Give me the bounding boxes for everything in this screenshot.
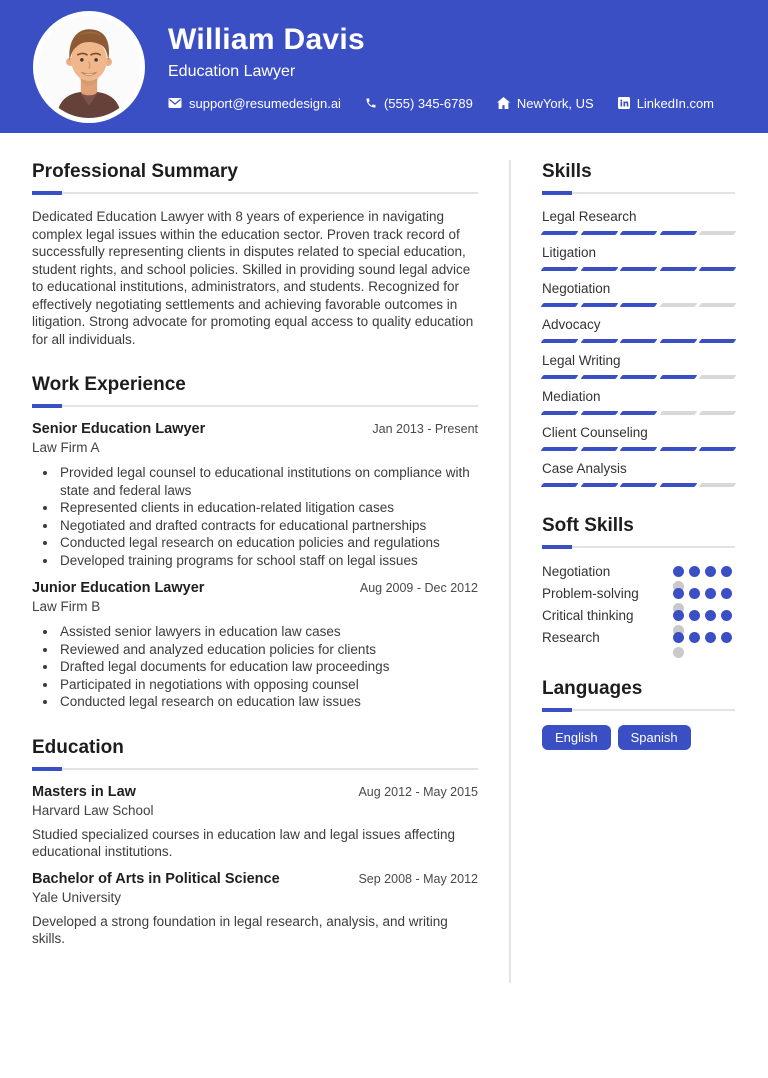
soft-skill-name: Problem-solving bbox=[542, 586, 639, 601]
skill-name: Case Analysis bbox=[542, 461, 627, 476]
job-bullet-list bbox=[32, 623, 478, 711]
experience-section bbox=[32, 373, 478, 711]
skill-bar-segment bbox=[541, 231, 578, 235]
person-name: William Davis bbox=[168, 22, 366, 56]
skill-bar-segment bbox=[541, 411, 578, 415]
email-icon bbox=[168, 97, 182, 109]
soft-skill-dot bbox=[673, 647, 684, 658]
skill-bar-segment bbox=[699, 483, 736, 487]
avatar bbox=[33, 11, 145, 123]
skill-name: Litigation bbox=[542, 245, 597, 260]
job-company: Law Firm B bbox=[32, 599, 101, 614]
skill-bar-segment bbox=[659, 375, 696, 379]
soft-skill-dot bbox=[721, 632, 732, 643]
soft-skill-dot bbox=[705, 566, 716, 577]
degree-header bbox=[32, 871, 478, 887]
degree-header bbox=[32, 784, 478, 800]
resume-body bbox=[0, 133, 768, 983]
language-badge: Spanish bbox=[618, 725, 691, 750]
skills-section bbox=[542, 160, 735, 487]
skill-bar-segment bbox=[699, 303, 736, 307]
person-job-title: Education Lawyer bbox=[168, 62, 296, 80]
skill-item bbox=[542, 388, 735, 415]
soft-skill-dot bbox=[705, 632, 716, 643]
portrait-illustration bbox=[38, 16, 140, 118]
degree-dates: Sep 2008 - May 2012 bbox=[358, 871, 478, 886]
skill-bar-segment bbox=[699, 375, 736, 379]
skill-bar-segment bbox=[659, 267, 696, 271]
contact-linkedin[interactable] bbox=[618, 96, 714, 111]
resume-header bbox=[0, 0, 768, 133]
soft-skill-list bbox=[542, 562, 735, 650]
skill-bar-segment bbox=[699, 267, 736, 271]
skill-name: Legal Writing bbox=[542, 353, 621, 368]
skill-list bbox=[542, 208, 735, 487]
skill-bar bbox=[542, 375, 735, 379]
skill-bar-segment bbox=[620, 267, 657, 271]
job-item bbox=[32, 421, 478, 569]
degree-title: Masters in Law bbox=[32, 783, 136, 800]
home-icon bbox=[497, 97, 510, 109]
skill-bar-segment bbox=[659, 411, 696, 415]
skill-bar-segment bbox=[659, 303, 696, 307]
job-bullet: • Represented clients in education-related litigation cases bbox=[58, 499, 478, 517]
skill-bar-segment bbox=[659, 447, 696, 451]
skill-bar-segment bbox=[620, 483, 657, 487]
linkedin-icon bbox=[618, 97, 630, 109]
skill-bar bbox=[542, 483, 735, 487]
soft-skill-item bbox=[542, 562, 735, 584]
contact-text: NewYork, US bbox=[516, 95, 594, 111]
soft-skill-dot bbox=[689, 588, 700, 599]
soft-skill-dots bbox=[673, 566, 735, 578]
main-column bbox=[32, 160, 478, 983]
skill-bar-segment bbox=[580, 339, 617, 343]
degree-list bbox=[32, 784, 478, 947]
job-dates: Aug 2009 - Dec 2012 bbox=[359, 581, 478, 595]
job-title: Senior Education Lawyer bbox=[32, 421, 206, 437]
soft-skill-dot bbox=[689, 610, 700, 621]
skill-name: Negotiation bbox=[542, 281, 611, 296]
soft-skill-dots bbox=[673, 632, 735, 644]
job-header bbox=[32, 580, 478, 596]
job-company: Law Firm A bbox=[32, 440, 100, 455]
soft-skill-dot bbox=[705, 588, 716, 599]
contact-text: (555) 345-6789 bbox=[383, 95, 473, 111]
contact-row bbox=[168, 96, 714, 111]
skill-bar bbox=[542, 303, 735, 307]
soft-skill-dot bbox=[721, 566, 732, 577]
contact-text: LinkedIn.com bbox=[636, 95, 715, 111]
job-bullet: • Conducted legal research on education law issues bbox=[58, 693, 478, 711]
job-dates: Jan 2013 - Present bbox=[372, 422, 478, 436]
skill-bar-segment bbox=[541, 339, 578, 343]
sidebar-column bbox=[542, 160, 735, 983]
section-rule bbox=[542, 708, 735, 712]
job-bullet-list bbox=[32, 464, 478, 569]
skill-bar-segment bbox=[659, 231, 696, 235]
contact-home[interactable] bbox=[497, 96, 594, 111]
skill-bar-segment bbox=[620, 303, 657, 307]
skill-bar-segment bbox=[580, 231, 617, 235]
languages-section bbox=[542, 677, 735, 750]
skill-item bbox=[542, 316, 735, 343]
skill-bar-segment bbox=[620, 375, 657, 379]
soft-skill-dot bbox=[689, 632, 700, 643]
job-bullet: • Provided legal counsel to educational institutions on compliance with state and federal laws bbox=[58, 464, 478, 499]
skill-bar-segment bbox=[541, 447, 578, 451]
job-item bbox=[32, 580, 478, 711]
soft-skill-item bbox=[542, 584, 735, 606]
degree-item bbox=[32, 784, 478, 860]
contact-text: support@resumedesign.ai bbox=[189, 95, 341, 111]
skill-name: Mediation bbox=[542, 389, 601, 404]
skill-item bbox=[542, 424, 735, 451]
skill-bar-segment bbox=[620, 411, 657, 415]
summary-section bbox=[32, 160, 478, 348]
skill-bar-segment bbox=[580, 375, 617, 379]
soft-skill-dot bbox=[721, 588, 732, 599]
degree-description: Developed a strong foundation in legal research, analysis, and writing skills. bbox=[32, 913, 448, 946]
skill-bar bbox=[542, 447, 735, 451]
job-bullet: • Conducted legal research on education policies and regulations bbox=[58, 534, 478, 552]
soft-skills-heading: Soft Skills bbox=[542, 515, 634, 536]
degree-dates: Aug 2012 - May 2015 bbox=[358, 784, 478, 799]
skill-bar bbox=[542, 339, 735, 343]
skill-name: Legal Research bbox=[542, 209, 637, 224]
soft-skill-item bbox=[542, 628, 735, 650]
skill-item bbox=[542, 244, 735, 271]
soft-skill-dot bbox=[673, 566, 684, 577]
skill-bar-segment bbox=[541, 303, 578, 307]
skills-heading: Skills bbox=[542, 161, 592, 182]
skill-bar-segment bbox=[620, 339, 657, 343]
skill-bar-segment bbox=[659, 483, 696, 487]
job-bullet: • Assisted senior lawyers in education law cases bbox=[58, 623, 478, 641]
skill-bar-segment bbox=[580, 483, 617, 487]
skill-bar-segment bbox=[580, 267, 617, 271]
soft-skill-dot bbox=[721, 610, 732, 621]
job-header bbox=[32, 421, 478, 437]
skill-bar-segment bbox=[580, 411, 617, 415]
degree-school: Yale University bbox=[32, 889, 122, 905]
contact-phone[interactable] bbox=[365, 96, 473, 111]
skill-name: Client Counseling bbox=[542, 425, 648, 440]
soft-skill-name: Critical thinking bbox=[542, 608, 634, 623]
skill-bar-segment bbox=[699, 231, 736, 235]
skill-bar-segment bbox=[699, 339, 736, 343]
job-title: Junior Education Lawyer bbox=[32, 580, 205, 596]
degree-school: Harvard Law School bbox=[32, 802, 154, 818]
section-rule bbox=[542, 545, 735, 549]
degree-description: Studied specialized courses in education law and legal issues affecting educational institutions. bbox=[32, 826, 456, 859]
soft-skill-name: Negotiation bbox=[542, 564, 611, 579]
soft-skill-dot bbox=[673, 632, 684, 643]
job-bullet: • Drafted legal documents for education law proceedings bbox=[58, 658, 478, 676]
soft-skill-dot bbox=[689, 566, 700, 577]
soft-skill-dot bbox=[673, 588, 684, 599]
education-heading: Education bbox=[32, 736, 124, 758]
skill-item bbox=[542, 280, 735, 307]
languages-heading: Languages bbox=[542, 678, 643, 699]
language-list bbox=[542, 725, 735, 750]
skill-item bbox=[542, 460, 735, 487]
degree-item bbox=[32, 871, 478, 947]
skill-bar-segment bbox=[541, 267, 578, 271]
skill-bar-segment bbox=[541, 375, 578, 379]
soft-skill-name: Research bbox=[542, 630, 600, 645]
column-divider bbox=[509, 160, 511, 983]
job-bullet: • Reviewed and analyzed education policies for clients bbox=[58, 641, 478, 659]
section-rule bbox=[32, 767, 478, 771]
job-bullet: • Negotiated and drafted contracts for educational partnerships bbox=[58, 517, 478, 535]
section-rule bbox=[542, 191, 735, 195]
job-list bbox=[32, 421, 478, 711]
skill-bar-segment bbox=[541, 483, 578, 487]
skill-item bbox=[542, 352, 735, 379]
skill-bar-segment bbox=[620, 231, 657, 235]
degree-title: Bachelor of Arts in Political Science bbox=[32, 870, 280, 887]
skill-bar-segment bbox=[620, 447, 657, 451]
soft-skill-item bbox=[542, 606, 735, 628]
experience-heading: Work Experience bbox=[32, 374, 186, 395]
language-badge: English bbox=[542, 725, 611, 750]
skill-bar-segment bbox=[699, 447, 736, 451]
soft-skill-dots bbox=[673, 610, 735, 622]
skill-bar-segment bbox=[580, 447, 617, 451]
soft-skill-dots bbox=[673, 588, 735, 600]
phone-icon bbox=[365, 97, 377, 109]
summary-text: Dedicated Education Lawyer with 8 years of experience in navigating complex legal issues within the education sector. Proven track record of successfully representing clients in disputes related to special education, student rights, and school policies. Skilled in providing sound legal advice to educational institutions, administrators, and students. Recognized for effectively negotiating settlements and achieving favorable outcomes in litigation. Strong advocate for promoting equal access to quality education for all individuals. bbox=[32, 209, 474, 347]
job-bullet: • Developed training programs for school staff on legal issues bbox=[58, 552, 478, 570]
skill-bar bbox=[542, 267, 735, 271]
section-rule bbox=[32, 191, 478, 195]
soft-skill-dot bbox=[705, 610, 716, 621]
job-bullet: • Participated in negotiations with opposing counsel bbox=[58, 676, 478, 694]
skill-bar-segment bbox=[699, 411, 736, 415]
section-rule bbox=[32, 404, 478, 408]
skill-name: Advocacy bbox=[542, 317, 601, 332]
skill-item bbox=[542, 208, 735, 235]
soft-skill-dot bbox=[673, 610, 684, 621]
skill-bar bbox=[542, 231, 735, 235]
skill-bar bbox=[542, 411, 735, 415]
header-info bbox=[168, 23, 714, 111]
contact-email[interactable] bbox=[168, 96, 341, 111]
soft-skills-section bbox=[542, 514, 735, 650]
skill-bar-segment bbox=[659, 339, 696, 343]
education-section bbox=[32, 736, 478, 947]
skill-bar-segment bbox=[580, 303, 617, 307]
summary-heading: Professional Summary bbox=[32, 161, 238, 182]
